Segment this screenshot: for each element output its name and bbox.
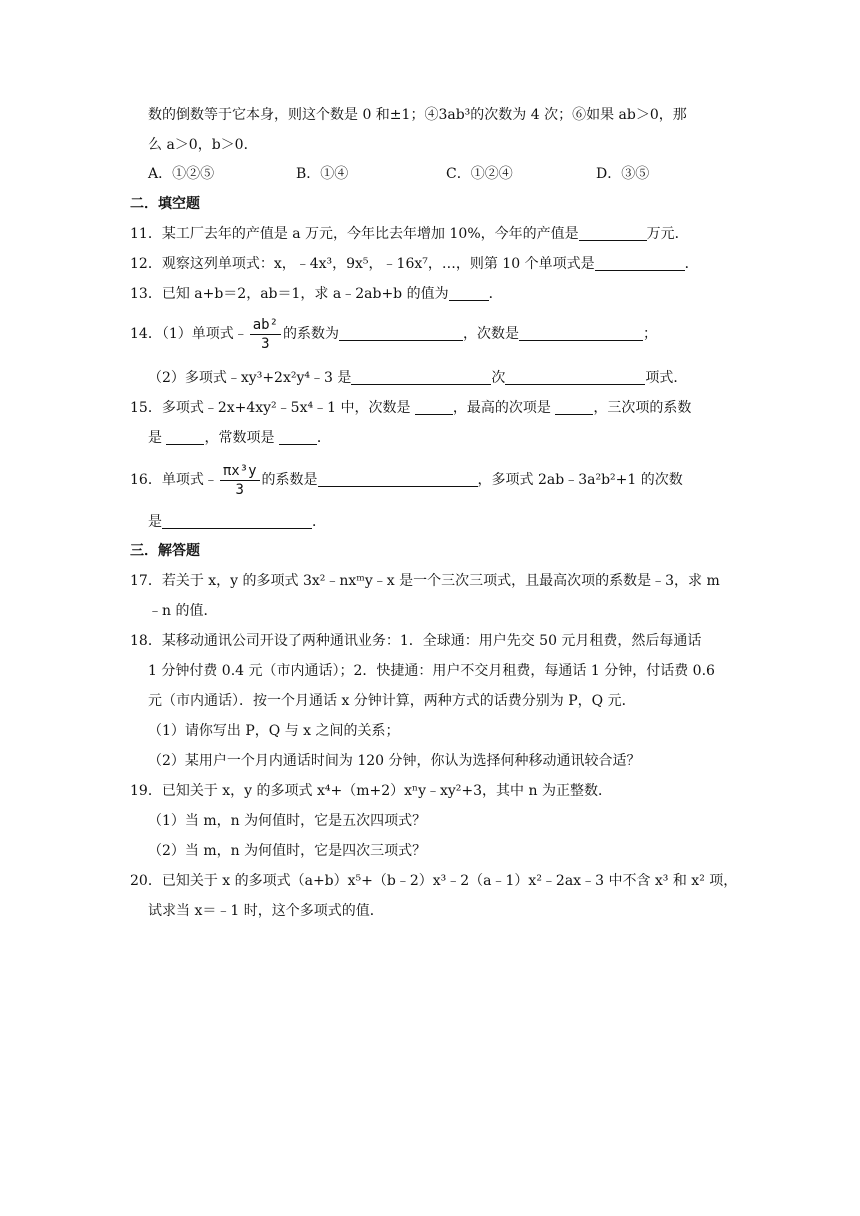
q10-continuation-line2: 么 a＞0，b＞0．: [148, 137, 258, 153]
q16-text: 16．单项式﹣: [130, 472, 218, 488]
q14-p2-end: 项式．: [645, 370, 688, 386]
question-19-sub1: （1）当 m，n 为何值时，它是五次四项式？: [148, 813, 427, 829]
q14-p1-text: 14．（1）单项式﹣: [130, 326, 248, 342]
q12-blank[interactable]: [595, 254, 685, 271]
q14-p2-degree-blank[interactable]: [351, 368, 491, 385]
q13-blank[interactable]: [449, 284, 489, 301]
option-a: A．①②⑤: [148, 166, 215, 182]
question-18-line3: 元（市内通话）．按一个月通话 x 分钟计算，两种方式的话费分别为 P，Q 元．: [148, 693, 636, 709]
question-17-line2: ﹣n 的值．: [148, 603, 218, 619]
question-15-line2: [148, 428, 331, 448]
q15-highest-label: ，最高的次项是: [452, 400, 551, 416]
question-17-line1: 17．若关于 x，y 的多项式 3x²﹣nxᵐy﹣x 是一个三次三项式，且最高次项的系数是﹣3，求 m: [130, 573, 720, 589]
q16-coef-label: 的系数是: [261, 472, 318, 488]
section-heading-fill-in: 二．填空题: [130, 196, 200, 212]
question-18-sub2: （2）某用户一个月内通话时间为 120 分钟，你认为选择何种移动通讯较合适？: [148, 753, 641, 769]
q14-p2-terms-blank[interactable]: [505, 368, 645, 385]
question-13: [130, 284, 503, 304]
question-11: [130, 224, 689, 244]
question-19-line1: 19．已知关于 x，y 的多项式 x⁴+（m+2）xⁿy﹣xy²+3，其中 n 为正整数．: [130, 783, 612, 799]
q12-text: 12．观察这列单项式：x，﹣4x³，9x⁵，﹣16x⁷，…，则第 10 个单项式是: [130, 256, 595, 272]
question-16-line2: [148, 512, 326, 532]
question-12: [130, 254, 699, 274]
question-15-line1: [130, 398, 691, 418]
q16-end: ．: [312, 514, 326, 530]
q15-end: ．: [316, 430, 331, 446]
q11-unit: 万元．: [646, 226, 689, 242]
q14-p2-text: （2）多项式﹣xy³+2x²y⁴﹣3 是: [148, 370, 352, 386]
q11-blank[interactable]: [579, 224, 647, 241]
q16-fraction-denominator: 3: [235, 481, 244, 498]
option-c: C．①②④: [446, 166, 513, 182]
q15-constant-blank[interactable]: [279, 428, 317, 445]
option-b: B．①④: [296, 166, 349, 182]
q14-p1-end: ；: [643, 326, 658, 342]
q14-p2-mid: 次: [491, 370, 506, 386]
q16-fraction-numerator: πx³y: [220, 463, 260, 481]
question-18-line1: 18．某移动通讯公司开设了两种通讯业务：1．全球通：用户先交 50 元月租费，然后每通话: [130, 633, 702, 649]
q12-end: ．: [684, 256, 699, 272]
q15-line2-start: 是: [148, 430, 162, 446]
question-14-part2: [148, 368, 687, 388]
q14-coefficient-blank[interactable]: [339, 324, 463, 341]
option-d: D．③⑤: [596, 166, 650, 182]
question-20-line2: 试求当 x＝﹣1 时，这个多项式的值．: [148, 903, 384, 919]
question-19-sub2: （2）当 m，n 为何值时，它是四次三项式？: [148, 843, 427, 859]
q15-highest-term-blank[interactable]: [555, 398, 593, 415]
q16-fraction: [220, 463, 260, 498]
q16-coefficient-blank[interactable]: [318, 470, 478, 487]
q14-degree-blank[interactable]: [519, 324, 643, 341]
question-18-line2: 1 分钟付费 0.4 元（市内通话）；2．快捷通：用户不交月租费，每通话 1 分钟，付话费 0.6: [148, 663, 715, 679]
q13-end: ．: [488, 286, 503, 302]
q15-cubic-label: ，三次项的系数: [593, 400, 692, 416]
q14-fraction-denominator: 3: [261, 335, 270, 352]
q14-fraction-numerator: ab²: [250, 317, 281, 335]
q13-text: 13．已知 a+b＝2，ab＝1，求 a﹣2ab+b 的值为: [130, 286, 449, 302]
question-16-line1: [130, 462, 683, 498]
q16-degree-blank[interactable]: [162, 512, 312, 529]
q15-cubic-coef-blank[interactable]: [166, 428, 204, 445]
q14-fraction: [250, 317, 281, 352]
question-18-sub1: （1）请你写出 P，Q 与 x 之间的关系；: [148, 723, 400, 739]
q15-text: 15．多项式﹣2x+4xy²﹣5x⁴﹣1 中，次数是: [130, 400, 411, 416]
q15-constant-label: ，常数项是: [204, 430, 275, 446]
section-heading-answers: 三．解答题: [130, 543, 200, 559]
q11-text: 11．某工厂去年的产值是 a 万元，今年比去年增加 10%，今年的产值是: [130, 226, 579, 242]
q14-p1-coef-label: 的系数为: [283, 326, 340, 342]
q15-degree-blank[interactable]: [415, 398, 453, 415]
q14-p1-degree-label: ，次数是: [463, 326, 520, 342]
question-14-part1: [130, 316, 657, 352]
question-20-line1: 20．已知关于 x 的多项式（a+b）x⁵+（b﹣2）x³﹣2（a﹣1）x²﹣2ax﹣3 中不含 x³ 和 x² 项，: [130, 873, 738, 889]
q16-line2-start: 是: [148, 514, 162, 530]
q10-continuation-line1: 数的倒数等于它本身，则这个数是 0 和±1；④3ab³的次数为 4 次；⑥如果 ab＞0，那: [148, 107, 687, 123]
q16-poly-text: ，多项式 2ab﹣3a²b²+1 的次数: [477, 472, 683, 488]
